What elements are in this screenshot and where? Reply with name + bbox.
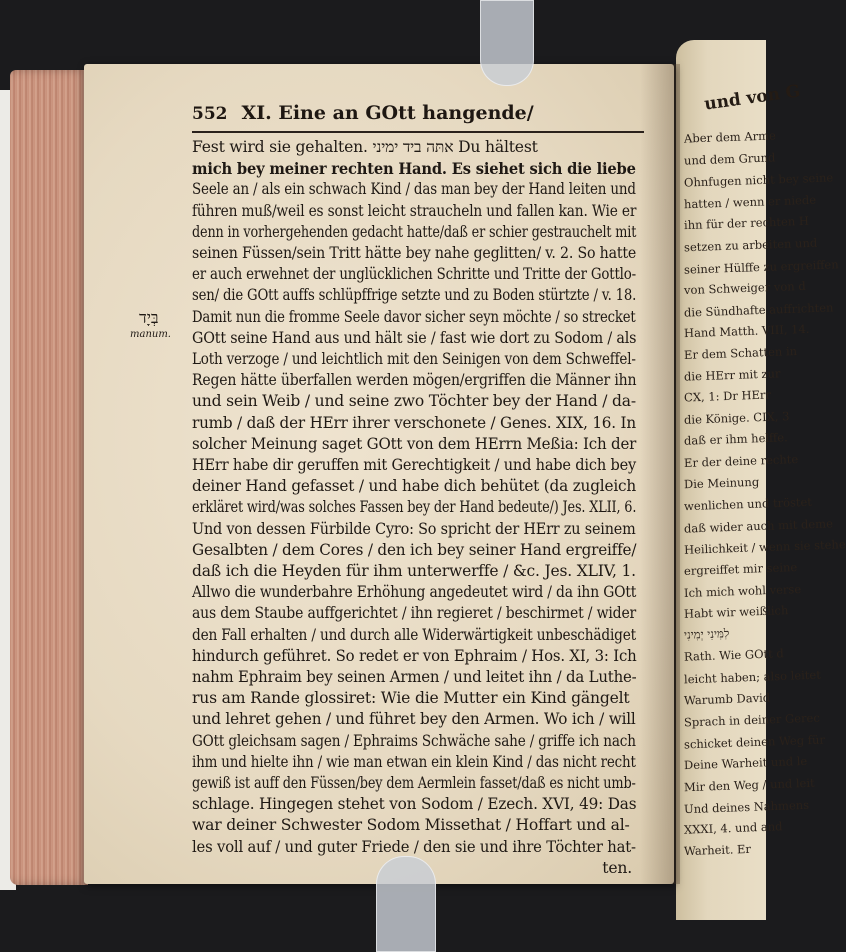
facing-text-line: Deine Warheit und le [683,754,808,773]
top-page-clip [480,0,534,86]
facing-text-line: Hand Matth. VIII, 14. [683,322,810,341]
facing-text-line: CX, 1: Dr HErr [683,387,772,405]
text-line: führen muß/weil es sonst leicht straucheln und fallen kan. Wie er [192,201,637,220]
text-line: hindurch geführet. So redet er von Ephraim / Hos. XI, 3: Ich [192,646,637,665]
facing-text-line: und dem Grund [683,150,776,168]
text-line: Damit nun die fromme Seele davor sicher seyn möchte / so strecket [192,307,636,326]
facing-text-line: daß er ihm helffe. [683,430,788,449]
facing-text-line: daß wider auch mit deme [683,516,834,536]
text-line: rus am Rande glossiret: Wie die Mutter ein Kind gängelt [192,689,630,708]
facing-text-line: Warheit. Er [683,841,752,858]
text-line: denn in vorhergehenden gedacht hatte/daß er schier gestrauchelt mit [192,222,637,241]
facing-text-line: wenlichen und tröstet [683,494,813,514]
text-line: Seele an / als ein schwach Kind / das man bey der Hand leiten und [192,180,636,199]
facing-text-line: von Schweiger von d [683,279,806,298]
facing-text-line: Aber dem Arme [683,128,777,146]
facing-text-line: die HErr mit zur [683,365,781,384]
text-line: aus dem Staube auffgerichtet / ihn regieret / beschirmet / wider [192,604,637,623]
text-line: les voll auf / und guter Friede / den sie und ihre Töchter hat- [192,837,636,856]
facing-text-line: seiner Hülffe zu ergreiffen [683,256,839,277]
facing-text-line: setzen zu arbeiten und [683,235,818,255]
text-line: Fest wird sie gehalten. אתּה ביד ימיני Du hältest [192,138,538,156]
facing-text-line: ergreiffet mir seine [683,560,798,578]
facing-page [676,40,846,920]
text-line: mich bey meiner rechten Hand. Es siehet sich die liebe [192,159,636,179]
facing-text-line: ihn für der rechten H [683,214,810,233]
text-line: daß ich die Heyden für ihm unterwerffe / &c. Jes. XLIV, 1. [192,562,636,580]
text-line: Gesalbten / dem Cores / den ich bey seiner Hand ergreiffe/ [192,540,637,559]
text-line: seinen Füssen/sein Tritt hätte bey nahe geglitten/ v. 2. So hatte [192,244,637,262]
facing-text-line: hatten / wenn er niede [683,192,817,212]
header-rule [192,131,644,133]
facing-text-line: Heilichkeit / wenn sie stehe [683,537,846,558]
running-head [192,102,552,124]
text-line: gewiß ist auff den Füssen/bey dem Aermlein fasset/daß es nicht umb- [192,774,636,792]
facing-running-head: und von G [703,81,802,115]
facing-text-line: Ich mich wohl verse [683,581,802,600]
text-line: deiner Hand gefasset / und habe dich behütet (da zugleich [192,477,637,496]
facing-text-line: Rath. Wie GOtt d [683,646,784,665]
facing-text-line: לִמִּינִי יְמִינִי [683,626,730,642]
text-line: Loth verzoge / und leichtlich mit den Seinigen von dem Schweffel- [192,350,636,368]
text-line: ihm und hielte ihn / wie man etwan ein klein Kind / das nicht recht [192,752,636,771]
text-line: ten. [602,858,632,877]
text-line: Regen hätte überfallen werden mögen/ergriffen die Männer ihn [192,371,637,390]
text-line: HErr habe dir geruffen mit Gerechtigkeit / und habe dich bey [192,456,637,474]
text-line: war deiner Schwester Sodom Missethat / Hoffart und al- [192,816,630,835]
text-line: er auch erwehnet der unglücklichen Schritte und Tritte der Gottlo- [192,265,636,284]
facing-text-line: Und deines Nahmens [683,797,810,816]
facing-text-line: die Könige. CIX, 3 [683,408,790,427]
text-line: Und von dessen Fürbilde Cyro: So spricht der HErr zu seinem [192,519,636,538]
text-line: sen/ die GOtt auffs schlüpffrige setzte und zu Boden stürtzte / v. 18. [192,286,637,305]
text-line: und lehret gehen / und führet bey den Armen. Wo ich / will [192,710,636,729]
text-line: GOtt gleichsam sagen / Ephraims Schwäche sahe / griffe ich nach [192,731,636,750]
facing-text-line: Warumb David [683,690,771,708]
page-gutter-shadow [640,64,680,884]
text-line: schlage. Hingegen stehet von Sodom / Ezech. XVI, 49: Das [192,795,637,814]
bottom-page-clip [376,856,436,952]
page-number: 552 [192,104,228,124]
text-line: GOtt seine Hand aus und hält sie / fast wie dort zu Sodom / als [192,328,637,347]
running-head-title: XI. Eine an GOtt hangende/ [241,102,534,124]
facing-text-line: Ohnfugen nicht bey seine [683,170,834,190]
text-line: nahm Ephraim bey seinen Armen / und leitet ihn / da Luthe- [192,668,637,686]
facing-text-line: Sprach in deiner Gerec [683,710,820,730]
text-line: den Fall erhalten / und durch alle Widerwärtigkeit unbeschädiget [192,625,636,644]
text-line: Allwo die wunderbahre Erhöhung angedeutet wird / da ihn GOtt [192,583,637,602]
facing-text-line: XXXI, 4. und and [683,819,783,837]
facing-text-line: Er der deine rechte [683,452,799,470]
facing-text-line: Er dem Schatten in [683,344,798,362]
facing-text-line: Mir den Weg / und leit [683,775,815,795]
marginal-word: manum. [130,329,171,340]
facing-text-line: Die Meinung [683,474,760,491]
text-line: rumb / daß der HErr ihrer verschonete / Genes. XIX, 16. In [192,413,636,432]
facing-text-line: die Sündhafte auffrichten [683,300,834,320]
text-line: solcher Meinung saget GOtt von dem HErrn Meßia: Ich der [192,434,637,453]
text-line: und sein Weib / und seine zwo Töchter bey der Hand / da- [192,392,636,411]
facing-text-line: leicht haben; also leitet [683,667,822,687]
facing-text-line: schicket deinen Weg für [683,732,826,752]
facing-text-line: Habt wir weißlich [683,603,789,622]
book-fore-edge [10,70,88,885]
text-line: erkläret wird/was solches Fassen bey der Hand bedeute/) Jes. XLII, 6. [192,498,637,517]
marginal-hebrew: בְּיָד [139,308,159,327]
